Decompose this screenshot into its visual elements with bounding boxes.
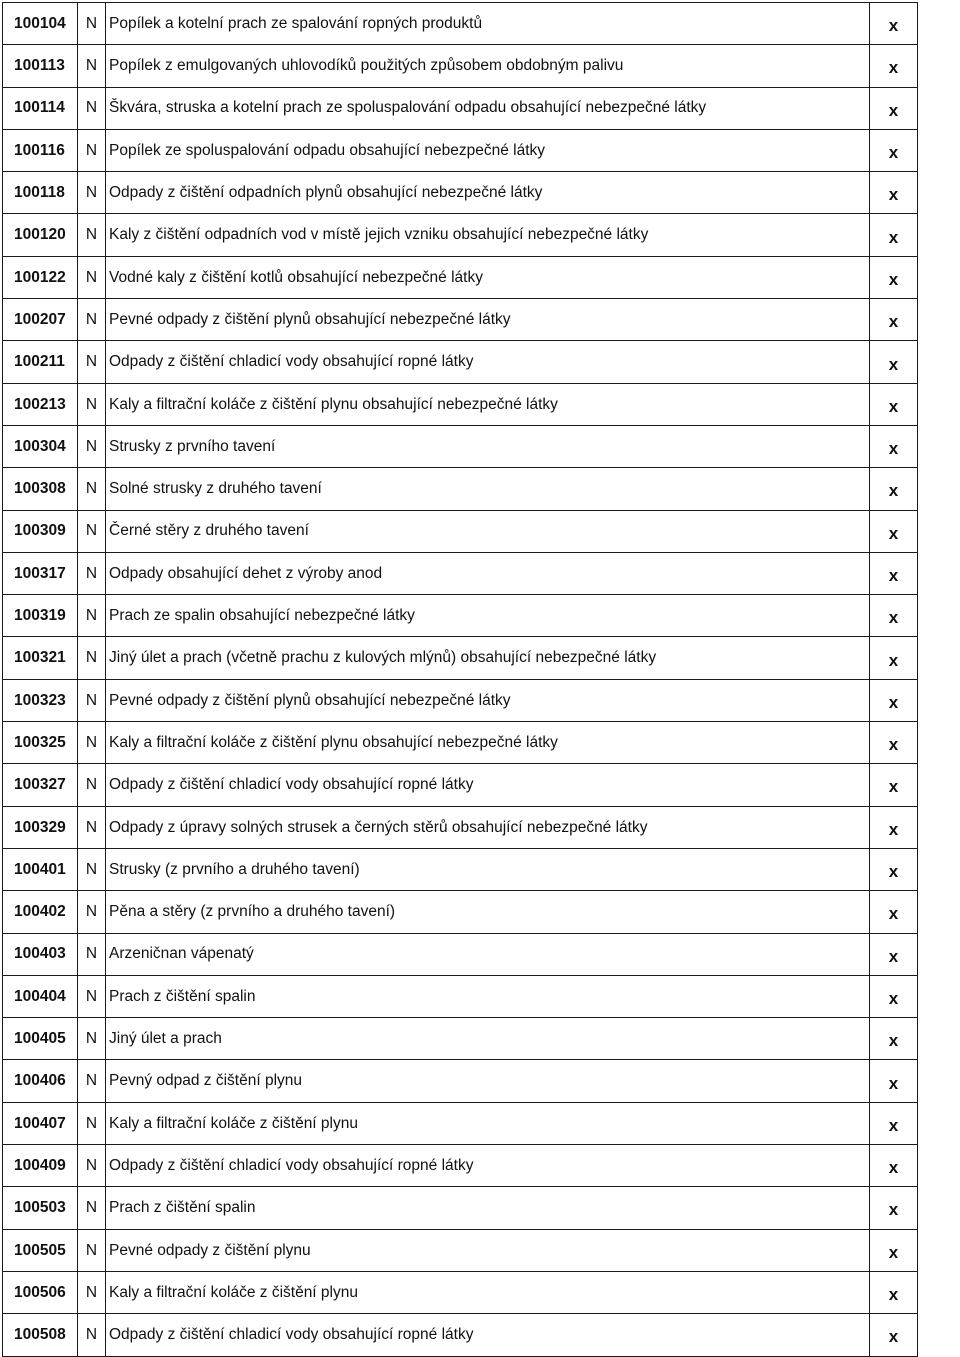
- mark-cell: x: [870, 1271, 918, 1313]
- mark-cell: x: [870, 722, 918, 764]
- table-row: [3, 1060, 918, 1102]
- category-cell: N: [78, 975, 106, 1017]
- table-row: [3, 341, 918, 383]
- description-cell: Prach z čištění spalin: [106, 1187, 870, 1229]
- mark-cell: x: [870, 595, 918, 637]
- category-cell: N: [78, 87, 106, 129]
- mark-cell: x: [870, 1229, 918, 1271]
- table-row: [3, 256, 918, 298]
- description-cell: Kaly a filtrační koláče z čištění plynu: [106, 1271, 870, 1313]
- table-row: [3, 891, 918, 933]
- description-cell: Pevné odpady z čištění plynů obsahující nebezpečné látky: [106, 679, 870, 721]
- category-cell: N: [78, 1271, 106, 1313]
- table-row: [3, 1145, 918, 1187]
- description-cell: Solné strusky z druhého tavení: [106, 468, 870, 510]
- waste-code-cell: 100401: [3, 848, 78, 890]
- waste-code-cell: 100325: [3, 722, 78, 764]
- category-cell: N: [78, 383, 106, 425]
- mark-cell: x: [870, 637, 918, 679]
- category-cell: N: [78, 1018, 106, 1060]
- category-cell: N: [78, 679, 106, 721]
- waste-code-cell: 100116: [3, 129, 78, 171]
- category-cell: N: [78, 214, 106, 256]
- mark-cell: x: [870, 933, 918, 975]
- description-cell: Kaly a filtrační koláče z čištění plynu: [106, 1102, 870, 1144]
- mark-cell: x: [870, 129, 918, 171]
- category-cell: N: [78, 1102, 106, 1144]
- description-cell: Popílek z emulgovaných uhlovodíků použitých způsobem obdobným palivu: [106, 45, 870, 87]
- waste-code-cell: 100405: [3, 1018, 78, 1060]
- description-cell: Popílek a kotelní prach ze spalování ropných produktů: [106, 3, 870, 45]
- mark-cell: x: [870, 848, 918, 890]
- description-cell: Vodné kaly z čištění kotlů obsahující nebezpečné látky: [106, 256, 870, 298]
- description-cell: Odpady obsahující dehet z výroby anod: [106, 552, 870, 594]
- waste-code-cell: 100207: [3, 299, 78, 341]
- mark-cell: x: [870, 510, 918, 552]
- table-row: [3, 848, 918, 890]
- waste-catalogue-table: [2, 2, 918, 1357]
- waste-code-cell: 100118: [3, 172, 78, 214]
- description-cell: Černé stěry z druhého tavení: [106, 510, 870, 552]
- mark-cell: x: [870, 172, 918, 214]
- table-row: [3, 637, 918, 679]
- waste-code-cell: 100304: [3, 425, 78, 467]
- table-body: [3, 3, 918, 1357]
- table-row: [3, 679, 918, 721]
- table-row: [3, 1018, 918, 1060]
- waste-code-cell: 100113: [3, 45, 78, 87]
- waste-code-cell: 100122: [3, 256, 78, 298]
- table-row: [3, 299, 918, 341]
- table-row: [3, 975, 918, 1017]
- waste-code-cell: 100323: [3, 679, 78, 721]
- mark-cell: x: [870, 891, 918, 933]
- mark-cell: x: [870, 806, 918, 848]
- waste-code-cell: 100506: [3, 1271, 78, 1313]
- waste-code-cell: 100404: [3, 975, 78, 1017]
- mark-cell: x: [870, 256, 918, 298]
- mark-cell: x: [870, 975, 918, 1017]
- category-cell: N: [78, 3, 106, 45]
- category-cell: N: [78, 468, 106, 510]
- table-row: [3, 1271, 918, 1313]
- description-cell: Škvára, struska a kotelní prach ze spoluspalování odpadu obsahující nebezpečné látky: [106, 87, 870, 129]
- description-cell: Odpady z čištění chladicí vody obsahující ropné látky: [106, 1145, 870, 1187]
- description-cell: Arzeničnan vápenatý: [106, 933, 870, 975]
- mark-cell: x: [870, 1018, 918, 1060]
- category-cell: N: [78, 806, 106, 848]
- category-cell: N: [78, 764, 106, 806]
- description-cell: Jiný úlet a prach: [106, 1018, 870, 1060]
- description-cell: Pěna a stěry (z prvního a druhého tavení): [106, 891, 870, 933]
- waste-code-cell: 100407: [3, 1102, 78, 1144]
- table-row: [3, 764, 918, 806]
- mark-cell: x: [870, 764, 918, 806]
- waste-code-cell: 100120: [3, 214, 78, 256]
- waste-code-cell: 100211: [3, 341, 78, 383]
- table-row: [3, 806, 918, 848]
- category-cell: N: [78, 891, 106, 933]
- mark-cell: x: [870, 341, 918, 383]
- mark-cell: x: [870, 468, 918, 510]
- table-row: [3, 383, 918, 425]
- waste-code-cell: 100406: [3, 1060, 78, 1102]
- description-cell: Strusky (z prvního a druhého tavení): [106, 848, 870, 890]
- table-row: [3, 933, 918, 975]
- table-row: [3, 510, 918, 552]
- category-cell: N: [78, 637, 106, 679]
- mark-cell: x: [870, 383, 918, 425]
- waste-code-cell: 100319: [3, 595, 78, 637]
- table-row: [3, 722, 918, 764]
- table-row: [3, 129, 918, 171]
- category-cell: N: [78, 1060, 106, 1102]
- waste-code-cell: 100317: [3, 552, 78, 594]
- waste-code-cell: 100505: [3, 1229, 78, 1271]
- description-cell: Kaly a filtrační koláče z čištění plynu obsahující nebezpečné látky: [106, 722, 870, 764]
- description-cell: Pevné odpady z čištění plynů obsahující nebezpečné látky: [106, 299, 870, 341]
- category-cell: N: [78, 848, 106, 890]
- table-row: [3, 552, 918, 594]
- table-row: [3, 425, 918, 467]
- description-cell: Kaly a filtrační koláče z čištění plynu obsahující nebezpečné látky: [106, 383, 870, 425]
- category-cell: N: [78, 45, 106, 87]
- category-cell: N: [78, 299, 106, 341]
- category-cell: N: [78, 129, 106, 171]
- table-row: [3, 172, 918, 214]
- description-cell: Pevné odpady z čištění plynu: [106, 1229, 870, 1271]
- mark-cell: x: [870, 214, 918, 256]
- description-cell: Odpady z úpravy solných strusek a černých stěrů obsahující nebezpečné látky: [106, 806, 870, 848]
- mark-cell: x: [870, 1314, 918, 1356]
- waste-code-cell: 100213: [3, 383, 78, 425]
- waste-code-cell: 100402: [3, 891, 78, 933]
- mark-cell: x: [870, 552, 918, 594]
- waste-code-cell: 100503: [3, 1187, 78, 1229]
- table-row: [3, 3, 918, 45]
- waste-code-cell: 100508: [3, 1314, 78, 1356]
- mark-cell: x: [870, 45, 918, 87]
- description-cell: Kaly z čištění odpadních vod v místě jejich vzniku obsahující nebezpečné látky: [106, 214, 870, 256]
- mark-cell: x: [870, 425, 918, 467]
- category-cell: N: [78, 595, 106, 637]
- table-row: [3, 45, 918, 87]
- category-cell: N: [78, 933, 106, 975]
- mark-cell: x: [870, 1145, 918, 1187]
- category-cell: N: [78, 1314, 106, 1356]
- table-row: [3, 468, 918, 510]
- waste-code-cell: 100104: [3, 3, 78, 45]
- description-cell: Pevný odpad z čištění plynu: [106, 1060, 870, 1102]
- waste-code-cell: 100309: [3, 510, 78, 552]
- category-cell: N: [78, 172, 106, 214]
- description-cell: Popílek ze spoluspalování odpadu obsahující nebezpečné látky: [106, 129, 870, 171]
- mark-cell: x: [870, 3, 918, 45]
- category-cell: N: [78, 722, 106, 764]
- description-cell: Prach ze spalin obsahující nebezpečné látky: [106, 595, 870, 637]
- mark-cell: x: [870, 1187, 918, 1229]
- mark-cell: x: [870, 1102, 918, 1144]
- table-row: [3, 87, 918, 129]
- waste-code-cell: 100403: [3, 933, 78, 975]
- table-row: [3, 1187, 918, 1229]
- category-cell: N: [78, 425, 106, 467]
- description-cell: Strusky z prvního tavení: [106, 425, 870, 467]
- table-row: [3, 1229, 918, 1271]
- mark-cell: x: [870, 1060, 918, 1102]
- table-row: [3, 1102, 918, 1144]
- category-cell: N: [78, 256, 106, 298]
- waste-code-cell: 100409: [3, 1145, 78, 1187]
- description-cell: Odpady z čištění chladicí vody obsahující ropné látky: [106, 1314, 870, 1356]
- mark-cell: x: [870, 679, 918, 721]
- waste-code-cell: 100114: [3, 87, 78, 129]
- waste-code-cell: 100321: [3, 637, 78, 679]
- category-cell: N: [78, 1187, 106, 1229]
- category-cell: N: [78, 1145, 106, 1187]
- description-cell: Prach z čištění spalin: [106, 975, 870, 1017]
- waste-code-cell: 100329: [3, 806, 78, 848]
- category-cell: N: [78, 1229, 106, 1271]
- category-cell: N: [78, 341, 106, 383]
- table-row: [3, 214, 918, 256]
- description-cell: Odpady z čištění odpadních plynů obsahující nebezpečné látky: [106, 172, 870, 214]
- description-cell: Odpady z čištění chladicí vody obsahující ropné látky: [106, 764, 870, 806]
- category-cell: N: [78, 510, 106, 552]
- waste-code-cell: 100327: [3, 764, 78, 806]
- mark-cell: x: [870, 299, 918, 341]
- table-row: [3, 595, 918, 637]
- mark-cell: x: [870, 87, 918, 129]
- description-cell: Odpady z čištění chladicí vody obsahující ropné látky: [106, 341, 870, 383]
- waste-code-cell: 100308: [3, 468, 78, 510]
- description-cell: Jiný úlet a prach (včetně prachu z kulových mlýnů) obsahující nebezpečné látky: [106, 637, 870, 679]
- category-cell: N: [78, 552, 106, 594]
- table-row: [3, 1314, 918, 1356]
